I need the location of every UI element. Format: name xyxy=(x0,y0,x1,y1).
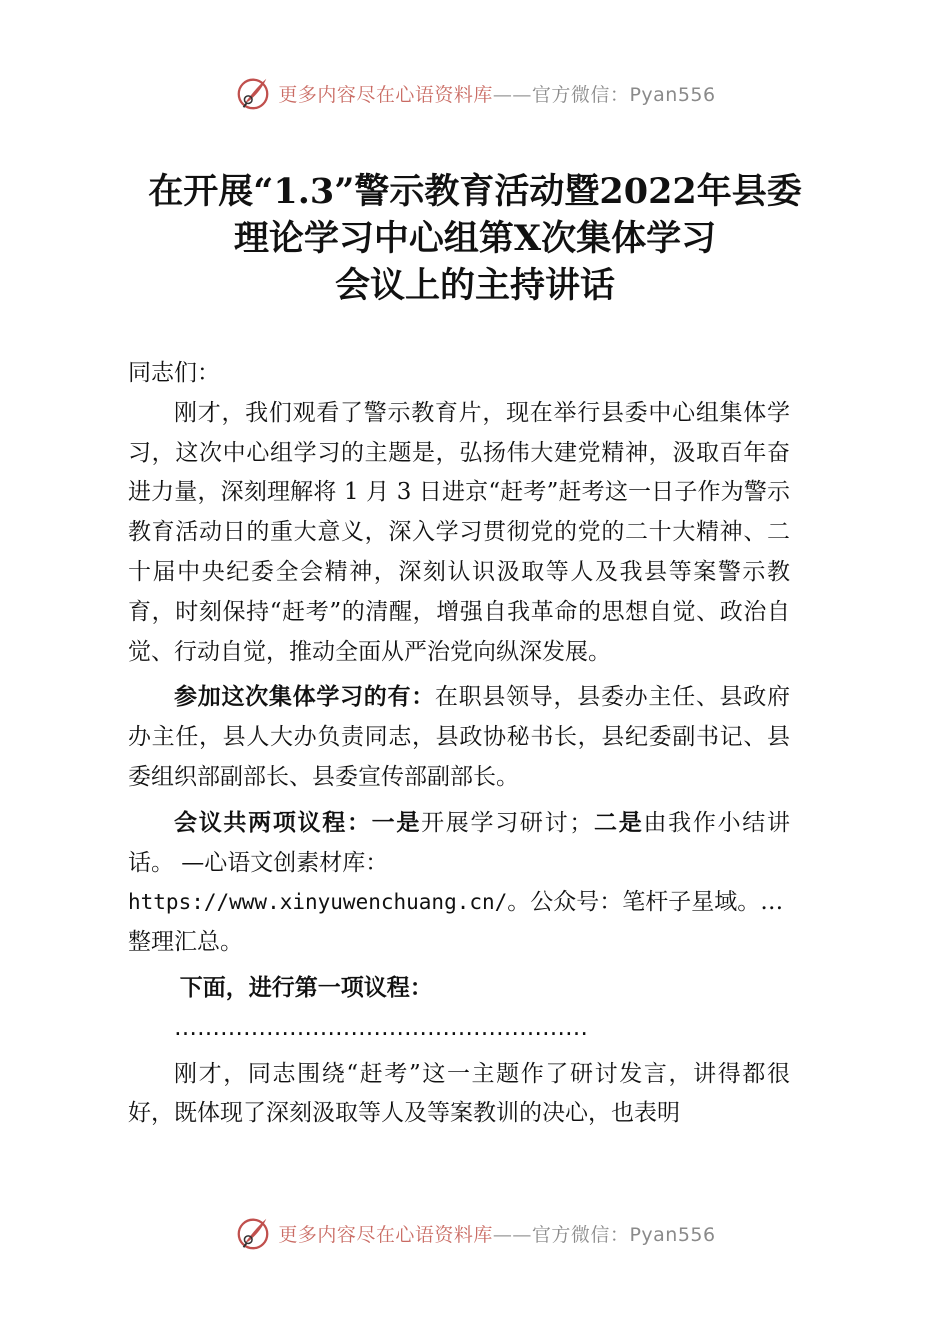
header-banner xyxy=(0,73,950,113)
document-body xyxy=(128,354,790,1134)
agenda-first-text: 开展学习研讨； xyxy=(421,809,593,836)
paragraph-2 xyxy=(128,678,790,797)
paragraph-4: 刚才，同志围绕“赶考”这一主题作了研讨发言，讲得都很好，既体现了深刻汲取等人及等案教训的决心，也表明 xyxy=(128,1060,790,1127)
document-title xyxy=(100,168,850,309)
agenda-second-text: 由我作小结讲话。 —心语文创素材库： xyxy=(128,809,791,876)
header-wechat-label: 官方微信： xyxy=(531,83,630,106)
ellipsis-line: ……………………………………………… xyxy=(174,1014,588,1041)
salutation: 同志们： xyxy=(128,360,220,386)
agenda-label: 会议共两项议程： xyxy=(174,809,372,836)
footer-banner-text: 更多内容尽在心语资料库 xyxy=(278,1223,493,1246)
title-line-3: 会议上的主持讲话 xyxy=(334,265,615,306)
paragraph-3 xyxy=(128,804,790,963)
footer-wechat-label: 官方微信： xyxy=(531,1223,630,1246)
source-url: https://www.xinyuwenchuang.cn/ xyxy=(128,890,508,915)
agenda-second-label: 二是 xyxy=(592,809,644,836)
source-compiled: 整理汇总。 xyxy=(128,929,243,956)
footer-banner xyxy=(0,1213,950,1253)
footer-wechat-id: Pyan556 xyxy=(629,1223,716,1246)
source-line xyxy=(128,889,783,915)
paragraph-1: 刚才，我们观看了警示教育片，现在举行县委中心组集体学习，这次中心组学习的主题是，弘扬伟大建党精神，汲取百年奋进力量，深刻理解将 1 月 3 日进京“赶考”赶考这一日子作为警示教育活动日的重大意义，深入学习贯彻党的党的二十大精神、二十届中央纪委全会精神，深刻认识汲取等人及我县等案警示教育，时刻保持“赶考”的清醒，增强自我革命的思想自觉、政治自觉、行动自觉，推动全面从严治党向纵深发展。 xyxy=(128,399,790,665)
agenda-first-label: 一是 xyxy=(371,809,422,836)
title-line-2: 理论学习中心组第X次集体学习 xyxy=(233,218,717,259)
attendees-label: 参加这次集体学习的有： xyxy=(174,684,435,711)
header-banner-text: 更多内容尽在心语资料库 xyxy=(278,83,493,106)
title-line-1: 在开展“1.3”警示教育活动暨2022年县委 xyxy=(148,171,802,212)
header-banner-separator: —— xyxy=(492,83,532,106)
attendees-text: 在职县领导，县委办主任、县政府办主任，县人大办负责同志，县政协秘书长，县纪委副书记、县委组织部副部长、县委宣传部副部长。 xyxy=(128,684,791,790)
header-wechat-id: Pyan556 xyxy=(629,83,716,106)
footer-banner-separator: —— xyxy=(492,1223,532,1246)
quill-logo-icon xyxy=(234,1214,272,1252)
source-account: 。公众号：笔杆子星域。… xyxy=(507,889,784,916)
quill-logo-icon xyxy=(234,74,272,112)
subheading: 下面，进行第一项议程： xyxy=(179,974,433,1001)
